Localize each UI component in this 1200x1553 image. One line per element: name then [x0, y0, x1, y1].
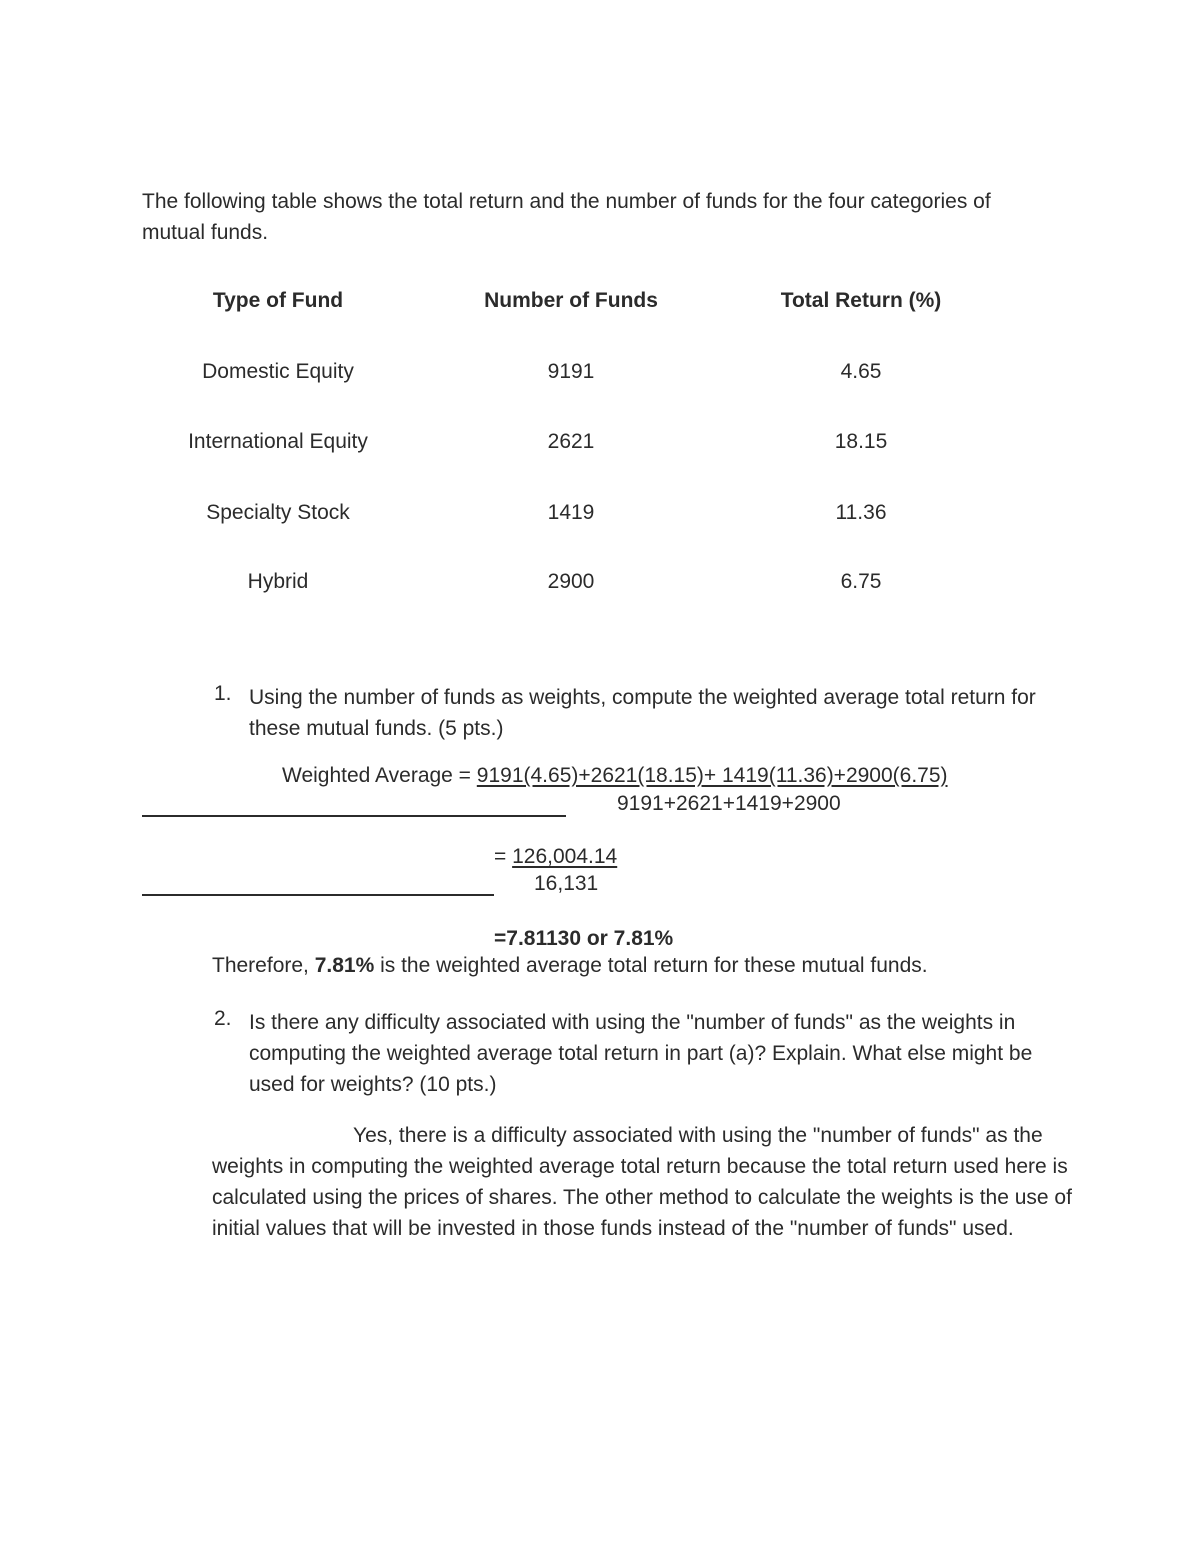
fraction-line	[142, 815, 566, 817]
simplified-numerator: 126,004.14	[512, 845, 618, 868]
fraction-line	[142, 894, 494, 896]
conclusion-sentence	[212, 954, 928, 978]
intro-paragraph: The following table shows the total return and the number of funds for the four categories of mutual funds.	[142, 190, 991, 244]
weighted-average-equation	[282, 764, 948, 788]
conclusion-prefix: Therefore,	[212, 954, 315, 977]
table-cell: International Equity	[188, 430, 368, 453]
table-cell: 2900	[547, 570, 595, 593]
table-cell: 9191	[547, 360, 595, 383]
table-cell: 11.36	[835, 501, 887, 524]
weighted-average-label: Weighted Average =	[282, 764, 477, 787]
question-2-number: 2.	[214, 1007, 232, 1030]
simplified-denominator: 16,131	[534, 872, 599, 895]
table-cell: Hybrid	[247, 570, 309, 593]
question-1-number: 1.	[214, 682, 232, 705]
table-header-return: Total Return (%)	[780, 289, 942, 312]
table-cell: 4.65	[840, 360, 882, 383]
question-2-text: Is there any difficulty associated with using the "number of funds" as the weights in computing the weighted average total return in part (a)? Explain. What else might be used for weights? (10 pts.)	[249, 1011, 1033, 1096]
table-cell: 2621	[547, 430, 595, 453]
result-value: =7.81130 or 7.81%	[494, 927, 674, 950]
table-header-type: Type of Fund	[212, 289, 344, 312]
table-cell: Domestic Equity	[202, 360, 354, 383]
equals-sign: =	[494, 845, 513, 868]
formula-denominator: 9191+2621+1419+2900	[617, 792, 841, 815]
answer-2-paragraph: Yes, there is a difficulty associated with using the "number of funds" as the weights in computing the weighted average total return because the total return used here is calculated using the prices of shares. The other method to calculate the weights is the use of initial values that will be invested in those funds instead of the "number of funds" used.	[212, 1124, 1072, 1240]
formula-numerator: 9191(4.65)+2621(18.15)+ 1419(11.36)+2900(6.75)	[476, 764, 948, 787]
simplified-equation	[494, 845, 617, 869]
conclusion-suffix: is the weighted average total return for these mutual funds.	[374, 954, 928, 977]
table-cell: Specialty Stock	[206, 501, 350, 524]
table-cell: 1419	[547, 501, 595, 524]
table-cell: 6.75	[840, 570, 882, 593]
table-cell: 18.15	[834, 430, 888, 453]
conclusion-value: 7.81%	[314, 954, 375, 977]
question-1-text: Using the number of funds as weights, compute the weighted average total return for these mutual funds. (5 pts.)	[249, 686, 1036, 740]
table-header-number: Number of Funds	[484, 289, 658, 312]
